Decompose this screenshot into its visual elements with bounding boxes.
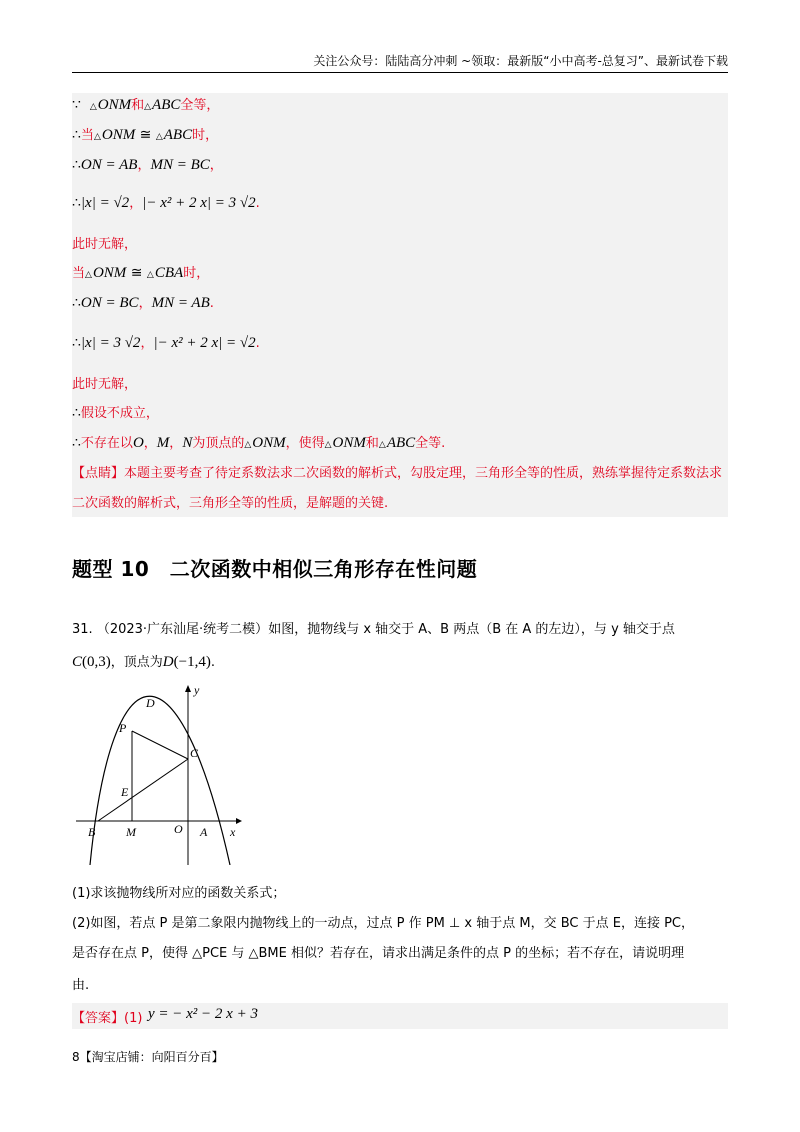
- parabola-curve: [90, 696, 230, 865]
- solution-line-6: 当△ONM ≅ △CBA时，: [72, 265, 210, 281]
- question-2-line-2: 是否存在点 P，使得 △PCE 与 △BME 相似？若存在，请求出满足条件的点 P 的坐标；若不存在，请说明理: [72, 946, 685, 961]
- label-y: y: [194, 683, 200, 697]
- segment-PC: [132, 731, 188, 759]
- page-footer: [72, 1048, 224, 1065]
- parabola-figure: [76, 680, 246, 865]
- label-A: A: [200, 825, 208, 839]
- header-divider: [72, 72, 728, 73]
- solution-line-5: 此时无解，: [72, 237, 138, 252]
- problem-stem-line-2: C(0,3)，顶点为D(−1,4).: [72, 654, 215, 670]
- solution-line-2: ∴当△ONM ≅ △ABC时，: [72, 127, 219, 143]
- problem-stem-line-1: 31. （2023·广东汕尾·统考二模）如图，抛物线与 x 轴交于 A、B 两点（B 在 A 的左边），与 y 轴交于点: [72, 622, 675, 637]
- label-D: D: [146, 696, 155, 710]
- label-C: C: [190, 746, 199, 760]
- solution-line-11: ∴不存在以O，M，N为顶点的△ONM，使得△ONM和△ABC全等.: [72, 435, 446, 451]
- label-P: P: [119, 721, 127, 735]
- label-E: E: [121, 785, 129, 799]
- solution-line-1: ∵ △ONM和△ABC全等，: [72, 97, 220, 113]
- page-header: 关注公众号：陆陆高分冲刺 ~领取：最新版“小中高考-总复习”、最新试卷下载: [313, 54, 728, 68]
- comment-paragraph: [72, 459, 728, 519]
- y-axis-arrow: [185, 685, 191, 692]
- segment-BC: [98, 759, 188, 821]
- label-M: M: [126, 825, 136, 839]
- shop-name: 【淘宝店铺：向阳百分百】: [79, 1050, 224, 1064]
- solution-line-4: ∴|x| = √2，|− x² + 2 x| = 3 √2.: [72, 195, 260, 211]
- label-B: B: [88, 825, 96, 839]
- answer-block: [72, 1003, 728, 1029]
- label-O: O: [174, 822, 183, 836]
- comment-body: 本题主要考查了待定系数法求二次函数的解析式，勾股定理，三角形全等的性质，熟练掌握待定系数法求二次函数的解析式，三角形全等的性质，是解题的关键.: [72, 466, 723, 511]
- question-2-line-1: (2)如图，若点 P 是第二象限内抛物线上的一动点，过点 P 作 PM ⊥ x 轴于点 M，交 BC 于点 E，连接 PC，: [72, 916, 695, 931]
- solution-line-7: ∴ON = BC，MN = AB.: [72, 295, 214, 311]
- question-1: (1)求该抛物线所对应的函数关系式；: [72, 886, 286, 901]
- comment-tag: 【点睛】: [72, 466, 125, 481]
- x-axis-arrow: [236, 818, 242, 824]
- answer-tag: 【答案】(1): [72, 1011, 143, 1026]
- solution-line-8: ∴|x| = 3 √2，|− x² + 2 x| = √2.: [72, 335, 260, 351]
- solution-line-3: ∴ON = AB，MN = BC，: [72, 157, 223, 173]
- solution-line-10: ∴假设不成立，: [72, 405, 159, 421]
- triangle-symbol: △: [89, 102, 97, 112]
- page-number: 8: [72, 1050, 80, 1064]
- solution-line-9: 此时无解，: [72, 377, 138, 392]
- label-x: x: [230, 825, 236, 839]
- section-title: 题型 10 二次函数中相似三角形存在性问题: [72, 557, 478, 581]
- solution-block: [72, 93, 728, 517]
- question-2-line-3: 由.: [72, 978, 90, 993]
- answer-formula: y = − x² − 2 x + 3: [148, 1006, 258, 1022]
